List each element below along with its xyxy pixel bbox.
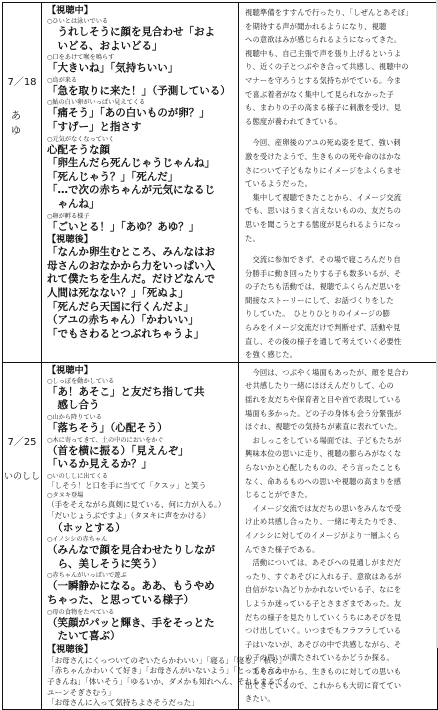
comment-line: でも、思いはうまく言えないものの、友だちの — [245, 206, 402, 216]
paragraph-gap — [245, 128, 433, 136]
child-utterance: （笑顔がパッと輝き、手をそっとた — [47, 616, 215, 629]
comment-line: ったり、すぐあそびに入れる子、意欲はあるが — [245, 571, 402, 581]
comment-line: おしっこをしている場面では、子どもたちが — [245, 435, 402, 445]
scene-note: ○ひいとは泳いでいる — [47, 18, 109, 25]
comment-line: しようか迷っている子とさまざまであった。友 — [245, 598, 402, 608]
comment-line: なく、命あるものへの思いや視聴の高まりを感 — [245, 476, 402, 486]
comment-line: マナーを守ろうとする気持ちがでている。今ま — [245, 75, 402, 85]
comment-line: らみをイメージ交流だけで判断せず、活動や見 — [245, 323, 401, 333]
child-utterance: 「死んだら天国に行くんだよ」 — [47, 300, 194, 313]
child-utterance: 心配そうな顔 — [47, 143, 110, 156]
scene-note: ○しっぽを動かしている — [47, 377, 115, 385]
scene-note: ○口をあけて喉を鳴らす — [47, 54, 115, 62]
child-utterance: （アユの赤ちゃん）「かわいい」 — [47, 314, 199, 327]
scene-note: ○いのししに出てくる — [47, 472, 109, 480]
child-utterance: 「大きいね」「気持ちいい」 — [47, 62, 179, 75]
child-utterance: いどる、およいどる」 — [47, 39, 163, 52]
comment-line: 分勝手に動き回ったりする子も数多いるが、そ — [245, 268, 402, 278]
comment-line: らないかと心配したものの、そう言ったことも — [245, 463, 402, 472]
scene-note: ○イノシシの赤ちゃん — [47, 536, 108, 544]
child-utterance: 「なんか卵生むところ、みんなはお — [47, 246, 215, 259]
comment-line: イノシシに対してのイメージがより一層ふくら — [245, 530, 401, 540]
log-row-inoshishi — [3, 362, 438, 709]
comment-line: の子の思いが満たされているかどうか探る。 — [245, 653, 394, 663]
comment-line: 自信がない為どりかかれないでいる子、なにを — [245, 585, 402, 595]
child-utterance: 「痛そう」「あの白いものが卵？」 — [47, 107, 210, 120]
topic-name: あ ゆ — [11, 111, 55, 137]
child-utterance: 「あ！あそこ」と友だち指して共 — [47, 385, 205, 398]
comment-line: 活動については、あそびへの見通しがまだだ — [245, 558, 402, 568]
comment-line: け止め共感し合ったり、一緒に考えたりでき、 — [245, 517, 402, 527]
date-label: 7／25 — [7, 436, 37, 448]
child-utterance: ちゃった、と思っている様子） — [47, 593, 194, 606]
comment-line: さについて子どもなりにイメージをふくらませ — [245, 165, 402, 175]
comment-line: 視聴準備をすすんで行ったり、「しぜんとあそぼ」 — [245, 8, 413, 17]
comment-line: りしていた。 ひとりひとりのイメージの膨 — [245, 309, 391, 319]
comment-line: だちの様子を見たりしていくうちにあそびを見 — [245, 612, 402, 622]
comment-line: つけ出していく。いつまでもフラフラしている — [245, 626, 402, 636]
comment-line: イメージ交流では友だちの思いをみんなで受 — [245, 503, 402, 513]
child-utterance: 「お母さんにくっついてのぞいたらかわいい」「寝る」「寝る」「私も」 — [47, 655, 287, 665]
date-cell — [3, 3, 55, 363]
date-cell — [3, 362, 42, 709]
child-utterance: 「赤ちゃんかわいくて好き」「お母さんがいないよう」「とってもええ — [47, 666, 283, 676]
section-heading: 【視聴後】 — [47, 643, 93, 655]
child-utterance: 「いるか見えるか？」 — [47, 458, 152, 471]
child-utterance: 母さんのおなかから力をいっぱい入 — [47, 259, 215, 272]
paragraph-gap — [245, 245, 433, 253]
child-utterance: （一瞬静かになる。ああ、もうやめ — [47, 580, 215, 593]
child-utterance: ら、美しそうに笑う） — [47, 557, 163, 570]
child-utterance: （手をそえながら真剣に見ている、何に力が入る。） — [47, 500, 226, 510]
comment-line: り、近くの子とつぶやき合って共感し、視聴中の — [245, 62, 409, 72]
comment-line: 交流に参加できず、その場で寝ころんだり自 — [245, 255, 401, 265]
child-record — [42, 3, 238, 341]
scene-note: ○山から降りている — [47, 414, 102, 422]
child-utterance: 「お母さんに入って気持ちよさそうだった」 — [47, 698, 199, 708]
child-utterance: 「だいじょうぶですよ」（タヌキに声をかける） — [47, 511, 211, 520]
comment-line: 視聴中も、自己主張で声を張り上げるというよ — [245, 48, 402, 58]
child-utterance: （首を横に振る）「見えんぞ」 — [47, 444, 189, 457]
comment-line: も、まわりの子の高まる様子に刺激を受け、見 — [245, 103, 402, 113]
comment-line: 今回は、つぶやく場面もあったが、顔を見合わ — [245, 367, 409, 377]
child-utterance: 「…で次の赤ちゃんが元気になるじ — [47, 184, 215, 197]
teacher-comment-cell — [239, 3, 438, 363]
comment-line: きたい。 — [245, 694, 275, 704]
child-utterance: 子きんね」「体いそう」「ゆるいか、ダメかも知れへん、それもまるでイ — [47, 676, 291, 686]
comment-line: る態度が養われてきている。 — [245, 116, 342, 126]
child-utterance: 「しそう！と口を手に当てて「クスッ」と笑う — [47, 480, 207, 490]
section-heading: 【視聴中】 — [47, 5, 93, 16]
comment-line: 思いを聞こうとする態度が見られるようになっ — [245, 219, 402, 229]
scene-note: ○元気がなくなっていく — [47, 135, 115, 143]
child-utterance: 「死んじゃう？」「死んだ」 — [47, 170, 179, 183]
child-utterance: （ホッとする） — [47, 521, 126, 534]
comment-line: 興味本位の思いに走り、視聴の膨らみがなくな — [245, 449, 402, 459]
teacher-comment-cell — [239, 362, 438, 709]
scene-note: ○卵が孵る様子 — [47, 212, 90, 220]
comment-line: ほぐれ、視聴での気持ちが素直に表れていた。 — [245, 422, 402, 432]
comment-line: 直し、その後の様子を通して考えていく必要性 — [245, 336, 402, 346]
scene-note: ○鮎の白い卵がいっぱい見えてくる — [47, 99, 146, 107]
section-heading: 【視聴中】 — [47, 364, 93, 376]
comment-line: 集中して視聴できたことから、イメージ交流 — [245, 192, 402, 202]
comment-line: 今回、産卵後のアユの死ぬ姿を見て、強い刺 — [245, 138, 401, 148]
date-label: 7／18 — [7, 77, 37, 88]
comment-line: 場面も多かった。どの子の身体も会う分緊張が — [245, 408, 402, 418]
child-utterance: 「でもさわるとつぶれちゃうよ」 — [47, 327, 205, 340]
scene-note: ○鳥が来る — [47, 76, 78, 84]
observation-log-table — [2, 2, 438, 710]
scene-note: ○母の食物をたべている — [47, 608, 115, 616]
child-utterance: れて僕たちを生んだ。だけどなんで — [47, 273, 215, 286]
topic-name: いのしし — [3, 471, 40, 482]
comment-line: への意欲はみが感じられるようになってきた。 — [245, 35, 402, 45]
comment-line: 出てきているので、これからも大切に育ててい — [245, 680, 402, 690]
child-utterance: 「ごいとる！」「あゆ？あゆ？」 — [47, 220, 200, 233]
comment-line: 揺れを友だちや保育者と目や首で表現している — [245, 395, 402, 405]
comment-line: 間接なストーリーにして、お話づくりをした — [245, 295, 394, 305]
comment-line: じることができた。 — [245, 490, 313, 500]
comment-line: あそびの中から、生きものに対しての思いも — [245, 666, 402, 676]
child-utterance: 「卵生んだら死んじゃうじゃんね」 — [47, 157, 215, 170]
comment-line: ているようだった。 — [245, 179, 313, 189]
child-utterance: 感し合う — [47, 399, 100, 412]
comment-line: を期待する声が聞かれるようになり、視聴 — [245, 21, 387, 31]
comment-line: んできた様子である。 — [245, 544, 320, 554]
log-row-ayu — [3, 3, 438, 363]
scene-note: ○赤ちゃんがいっぱいで遊ぶ — [47, 572, 127, 580]
child-utterance: 「急を取りに来た！」（予測している） — [47, 84, 231, 97]
child-utterance: たいて喜ぶ） — [47, 630, 121, 643]
child-record-cell — [42, 3, 239, 363]
child-utterance: 人間は死なない？」「死ぬよ」 — [47, 286, 189, 299]
comment-line: で喜ぶ着者がなく集中して見られなかった子 — [245, 89, 394, 99]
comment-line: た。 — [245, 233, 260, 243]
child-utterance: うれしそうに顔を見合わせ「およ — [47, 26, 215, 38]
comment-line: せ共感したり一緒にほほえんだりして、心の — [245, 381, 394, 391]
child-utterance: ゃんね」 — [47, 197, 100, 210]
comment-line: 子はいないが、あそびの中で共感しながら、そ — [245, 639, 402, 649]
child-utterance: 「落ちそう」（心配そう） — [47, 422, 168, 435]
comment-line: の子たちも活動では、視聴でふくらんだ思いを — [245, 282, 402, 292]
scene-note: ○タヌキ登場 — [47, 492, 84, 500]
child-utterance: （みんなで顔を見合わせたりしなが — [47, 544, 215, 557]
section-heading: 【視聴後】 — [47, 234, 93, 246]
comment-line: を強く感じた。 — [245, 350, 298, 360]
teacher-comment — [239, 363, 437, 706]
child-utterance: 「すげー」と指さす — [47, 120, 142, 133]
child-utterance: ユーンそぎさむう」 — [47, 687, 116, 697]
comment-line: 激を受けたようで、生きものの死や命のはかな — [245, 151, 402, 161]
teacher-comment — [239, 3, 437, 362]
scene-note: ○木に寄ってきて、土の中のにおいをかぐ — [47, 436, 164, 444]
